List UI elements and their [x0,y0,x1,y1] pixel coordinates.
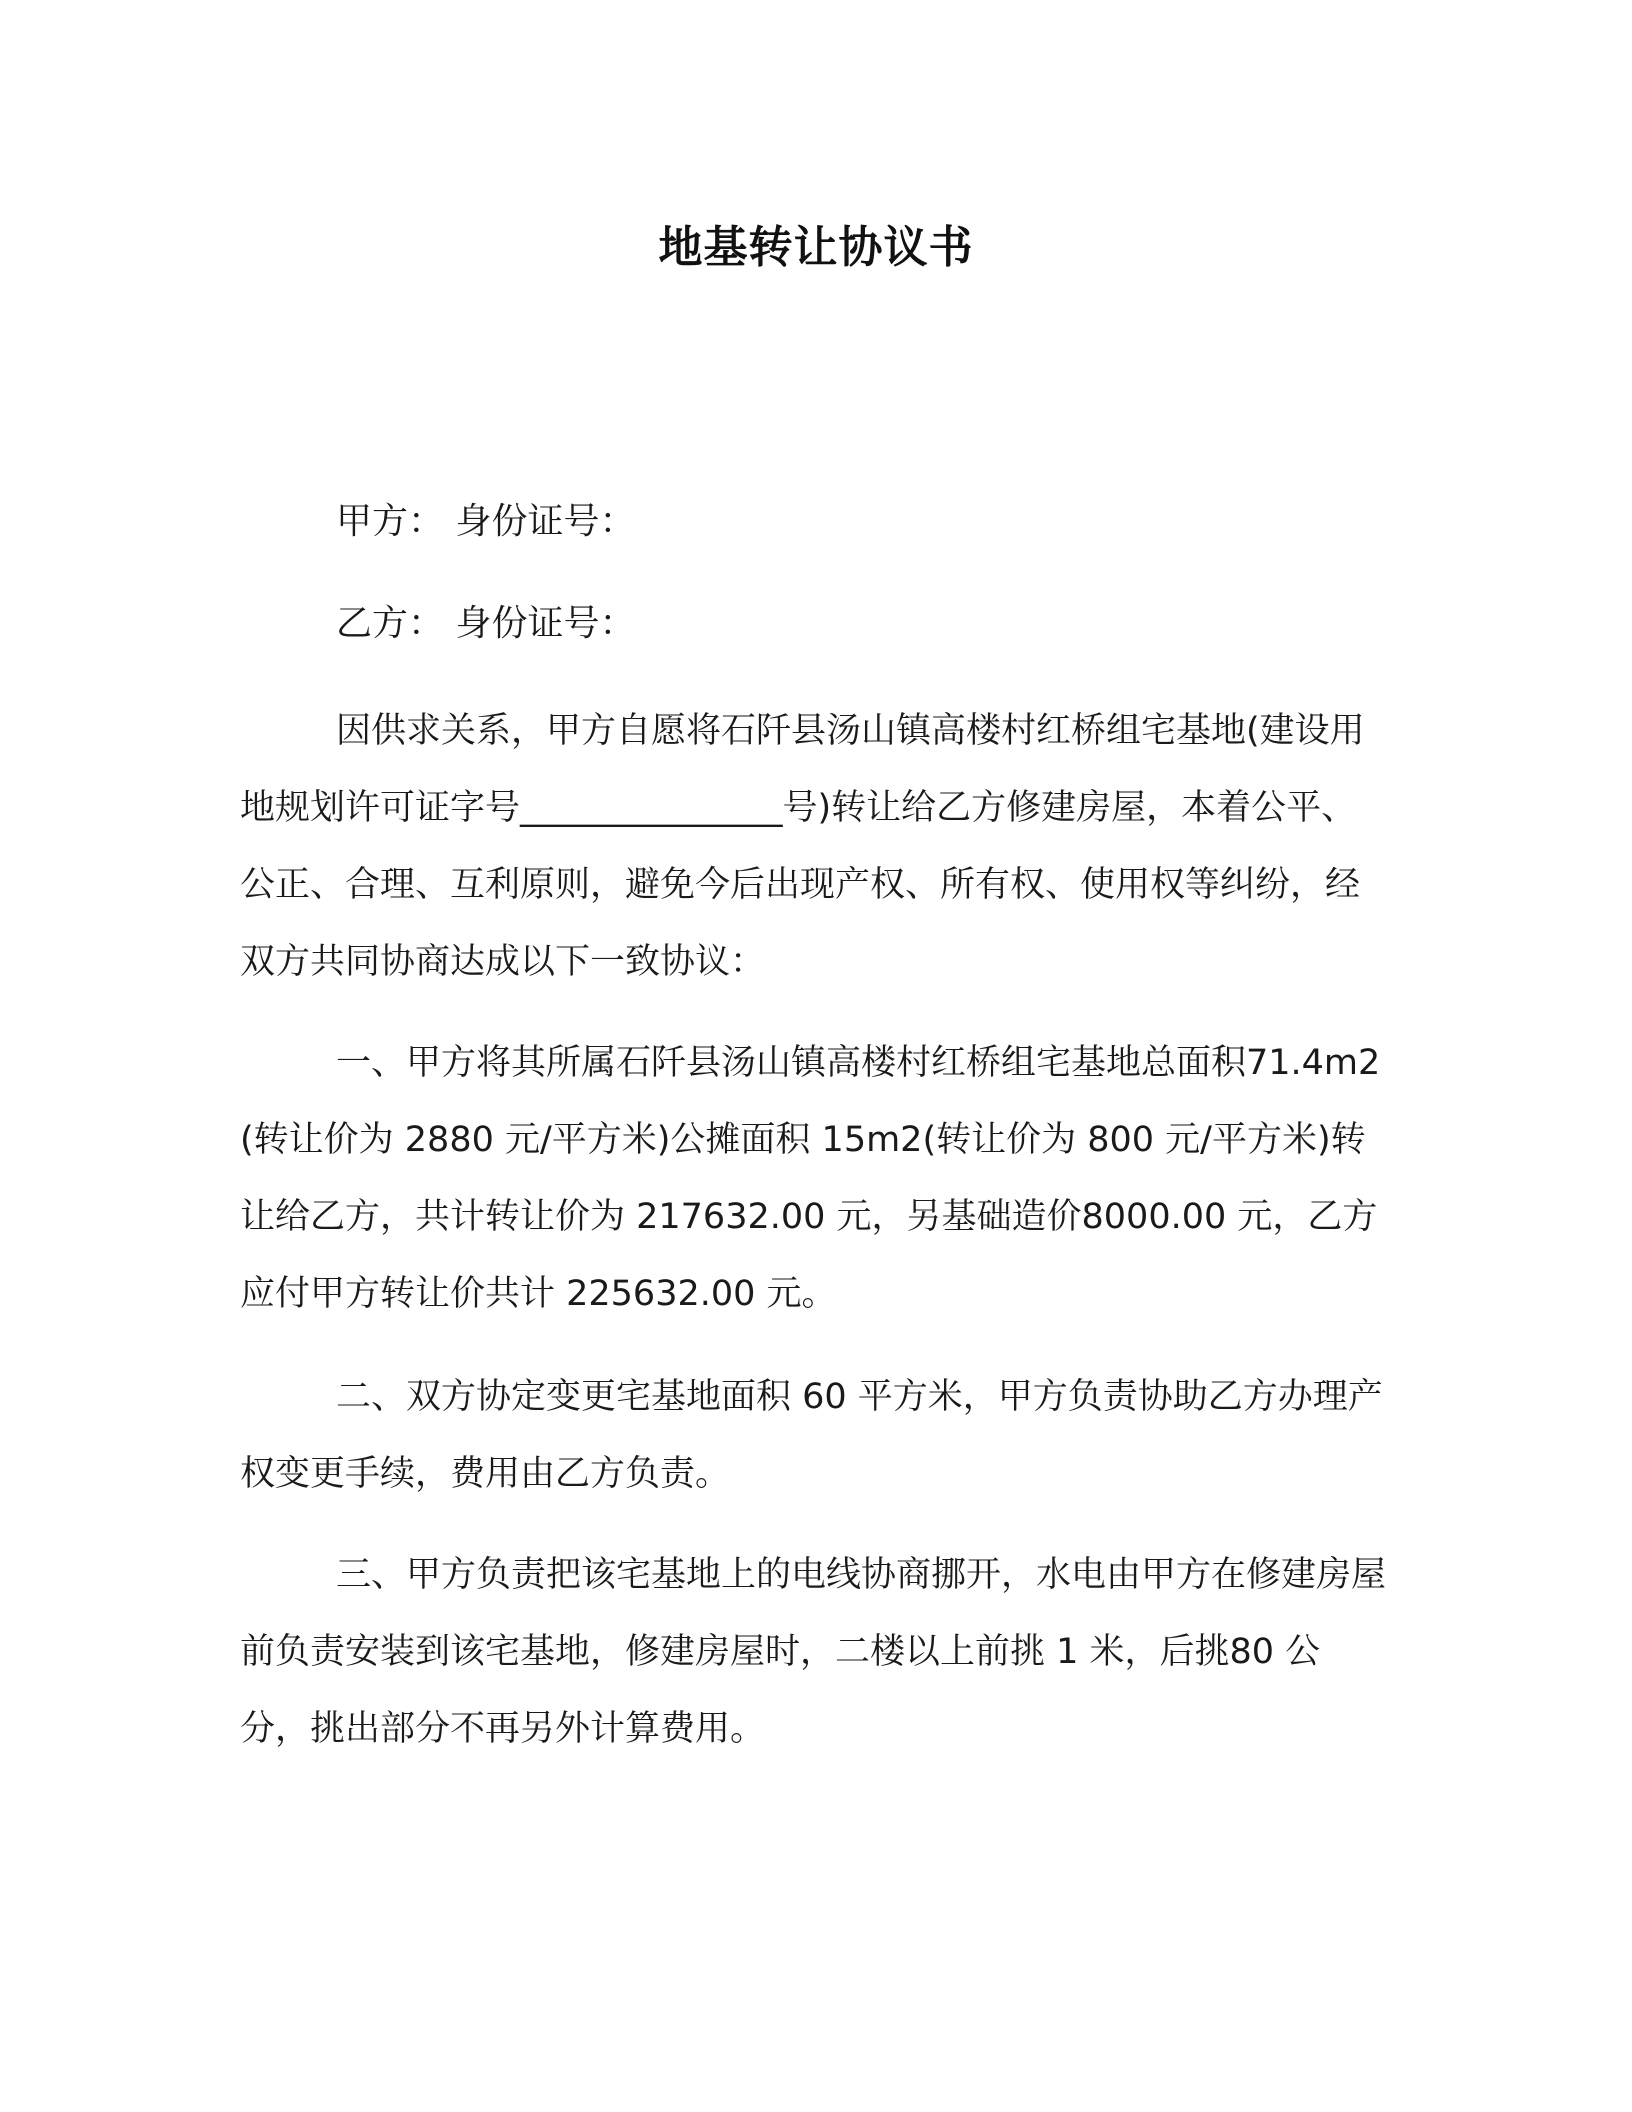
party-b-line: 乙方： 身份证号： [336,603,636,644]
clause-3-paragraph: 三、甲方负责把该宅基地上的电线协商挪开，水电由甲方在修建房屋前负责安装到该宅基地，修建房屋时，二楼以上前挑 1 米，后挑80 公分，挑出部分不再另外计算费用。 [240,1555,1387,1749]
clause-1-paragraph: 一、甲方将其所属石阡县汤山镇高楼村红桥组宅基地总面积71.4m2(转让价为 2880 元/平方米)公摊面积 15m2(转让价为 800 元/平方米)转让给乙方，共计转让价为 217632.00 元，另基础造价8000.00 元，乙方应付甲方转让价共计 225632.00 元。 [240,1043,1381,1314]
document-title: 地基转让协议书 [658,222,974,273]
clause-2-paragraph: 二、双方协定变更宅基地面积 60 平方米，甲方负责协助乙方办理产权变更手续，费用由乙方负责。 [240,1377,1383,1494]
intro-paragraph: 因供求关系，甲方自愿将石阡县汤山镇高楼村红桥组宅基地(建设用地规划许可证字号_______________号)转让给乙方修建房屋，本着公平、公正、合理、互利原则，避免今后出现产权、所有权、使用权等纠纷，经双方共同协商达成以下一致协议： [240,711,1365,982]
party-a-line: 甲方： 身份证号： [336,501,636,542]
